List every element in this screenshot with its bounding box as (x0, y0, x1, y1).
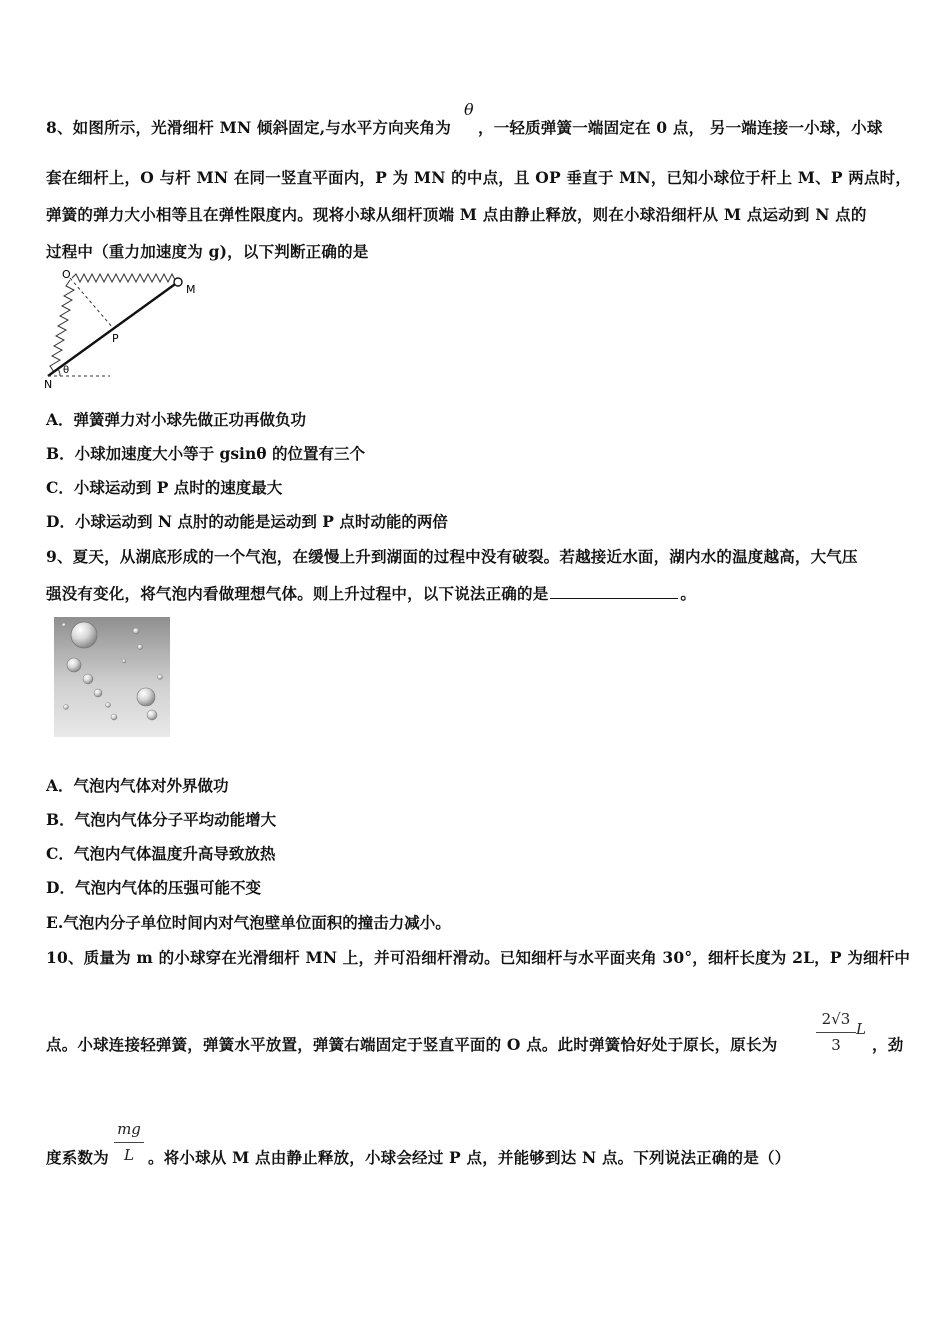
label-angle: θ (63, 365, 70, 376)
q10-line-3a: 度系数为 (46, 1148, 109, 1167)
bubbles-image (54, 617, 170, 737)
frac1-denominator: 3 (831, 1036, 841, 1054)
q8-line-1a: 8、如图所示，光滑细杆 MN 倾斜固定,与水平方向夹角为 (46, 118, 451, 137)
q8-line-4: 过程中（重力加速度为 g)，以下判断正确的是 (46, 242, 369, 261)
answer-blank (550, 584, 678, 599)
label-m: M (186, 283, 196, 296)
spring-on (50, 280, 74, 372)
q8-line-2: 套在细杆上，O 与杆 MN 在同一竖直平面内，P 为 MN 的中点，且 OP 垂直于 MN，已知小球位于杆上 M、P 两点时， (46, 168, 912, 187)
q8-option-a: A．弹簧弹力对小球先做正功再做负功 (46, 410, 307, 429)
q8-line-3: 弹簧的弹力大小相等且在弹性限度内。现将小球从细杆顶端 M 点由静止释放，则在小球沿细杆从 M 点运动到 N 点的 (46, 205, 867, 224)
frac2-denominator: L (124, 1146, 134, 1164)
q10-line-2a: 点。小球连接轻弹簧，弹簧水平放置，弹簧右端固定于竖直平面的 O 点。此时弹簧恰好处于原长，原长为 (46, 1035, 778, 1054)
q8-option-c: C．小球运动到 P 点时的速度最大 (46, 478, 283, 497)
spring-om (72, 274, 178, 282)
q9-option-c: C．气泡内气体温度升高导致放热 (46, 844, 276, 863)
label-p: P (112, 332, 119, 345)
q8-theta-symbol: θ (464, 100, 474, 119)
frac1-variable: L (856, 1020, 866, 1038)
q8-option-b: B．小球加速度大小等于 gsinθ 的位置有三个 (46, 444, 365, 463)
q9-line-1: 9、夏天，从湖底形成的一个气泡，在缓慢上升到湖面的过程中没有破裂。若越接近水面，湖内水的温度越高，大气压 (46, 547, 858, 566)
q8-spring-rod-figure (40, 266, 210, 391)
q9-line-2b: 。 (680, 584, 697, 603)
q10-line-1: 10、质量为 m 的小球穿在光滑细杆 MN 上，并可沿细杆滑动。已知细杆与水平面夹角 30°，细杆长度为 2L，P 为细杆中 (46, 948, 911, 967)
q10-line-2b: ，劲 (872, 1035, 904, 1054)
q8-line-1b: ，一轻质弹簧一端固定在 0 点， 另一端连接一小球，小球 (478, 118, 883, 137)
frac1-numerator: 2√3 (821, 1010, 851, 1028)
frac2-numerator: mg (117, 1120, 141, 1138)
q10-line-3b: 。将小球从 M 点由静止释放，小球会经过 P 点，并能够到达 N 点。下列说法正确的是（） (148, 1148, 791, 1167)
frac2-bar (114, 1142, 144, 1143)
q9-line-2a: 强没有变化，将气泡内看做理想气体。则上升过程中，以下说法正确的是 (46, 584, 549, 603)
q9-option-b: B．气泡内气体分子平均动能增大 (46, 810, 277, 829)
dashed-op (70, 278, 113, 328)
q9-option-e: E.气泡内分子单位时间内对气泡壁单位面积的撞击力减小。 (46, 913, 451, 932)
rod-mn (48, 282, 178, 376)
q9-option-a: A．气泡内气体对外界做功 (46, 776, 229, 795)
q8-option-d: D．小球运动到 N 点肘的动能是运动到 P 点时动能的两倍 (46, 512, 448, 531)
q9-line-2 (46, 582, 910, 604)
frac1-bar (816, 1032, 856, 1033)
fraction-mg-over-l (114, 1120, 144, 1170)
ball-m (174, 278, 182, 286)
q9-option-d: D．气泡内气体的压强可能不变 (46, 878, 261, 897)
label-o: O (62, 268, 71, 281)
label-n: N (44, 378, 53, 391)
fraction-2root3-over-3 (816, 1010, 856, 1060)
